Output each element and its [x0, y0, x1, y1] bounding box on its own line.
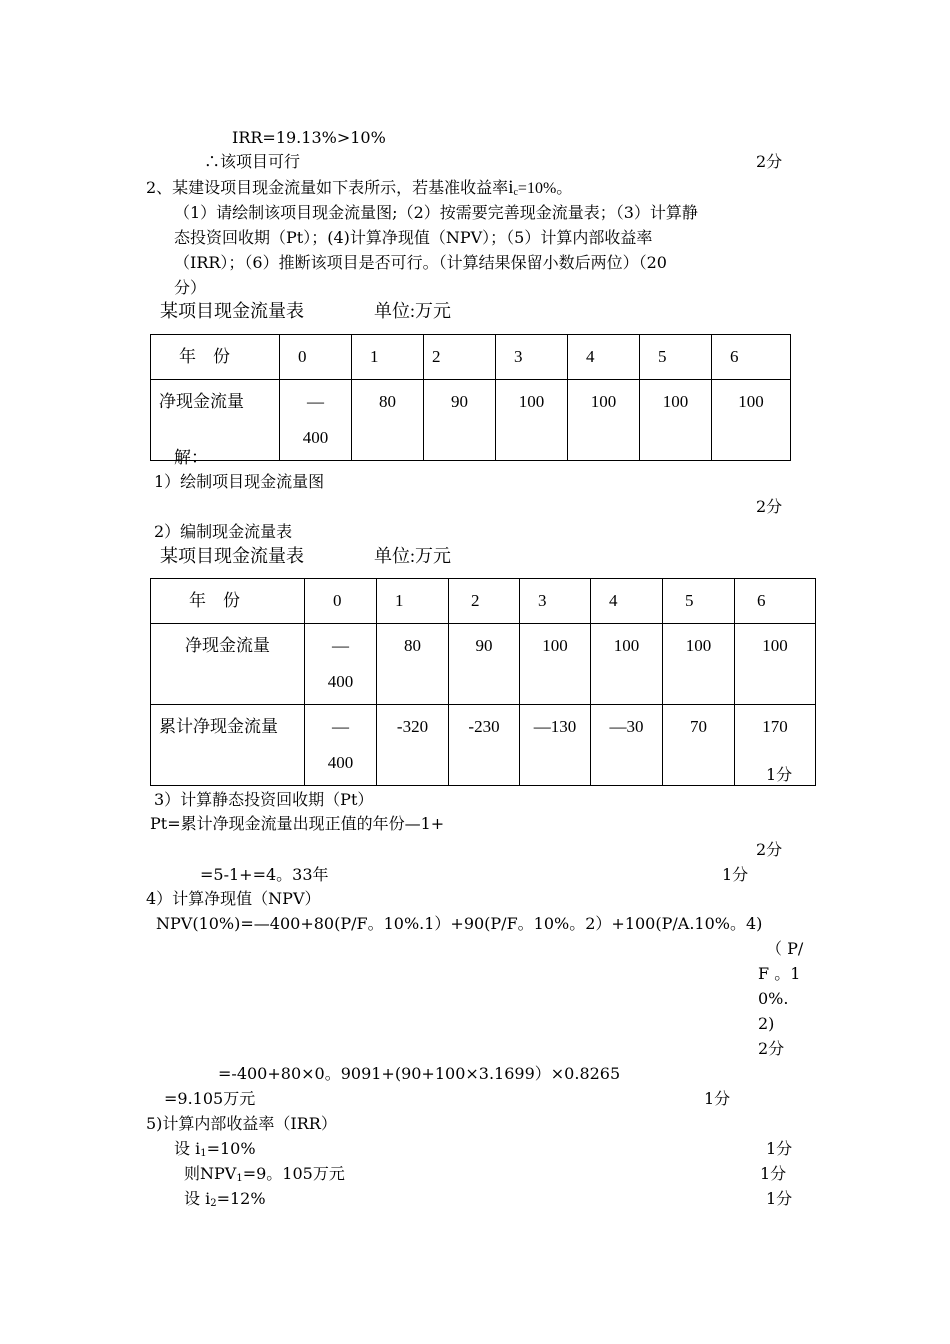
table-cell: 170: [735, 705, 816, 786]
npv-formula: NPV(10%)=—400+80(P/F。10%.1）+90(P/F。10%。2）+100(P/A.10%。4): [156, 914, 763, 933]
step-5: 5)计算内部收益率（IRR）: [146, 1114, 337, 1133]
score: 1分: [722, 865, 749, 884]
table-header-row: [151, 335, 791, 380]
table-cell: 5: [663, 579, 735, 624]
table-cell: —130: [520, 705, 591, 786]
table-cell: 年 份: [151, 579, 305, 624]
table1-unit: 单位:万元: [374, 301, 452, 321]
table-cell: 6: [712, 335, 791, 380]
feasible-conclusion: ∴该项目可行: [204, 152, 301, 171]
pt-value: =5-1+=4。33年: [200, 865, 329, 884]
score: 1分: [760, 1164, 787, 1183]
score: 1分: [766, 1189, 793, 1208]
table-cell: 2: [424, 335, 496, 380]
pt-formula: Pt=累计净现金流量出现正值的年份—1+: [150, 814, 445, 833]
question-2-requirement: （1）请绘制该项目现金流量图;（2）按需要完善现金流量表；（3）计算静: [174, 203, 698, 222]
solution-label: 解：: [174, 448, 208, 467]
table-cell: —30: [591, 705, 663, 786]
score: 2分: [756, 497, 783, 516]
step-2: 2）编制现金流量表: [154, 522, 293, 541]
table-cell: 3: [520, 579, 591, 624]
table-cell: 100: [520, 624, 591, 705]
table-cell: — 400: [305, 705, 377, 786]
table-cell: 2: [449, 579, 520, 624]
score: 1分: [766, 1139, 793, 1158]
table-row: [151, 380, 791, 461]
table-cell: — 400: [280, 380, 352, 461]
table-cell: — 400: [305, 624, 377, 705]
table-cell: 3: [496, 335, 568, 380]
score: 1分: [766, 765, 793, 784]
question-2-requirement: 态投资回收期（Pt）；(4)计算净现值（NPV）；（5）计算内部收益率: [174, 228, 653, 247]
table2-unit: 单位:万元: [374, 546, 452, 566]
table-cell: 80: [377, 624, 449, 705]
table-cell: 90: [424, 380, 496, 461]
table-cell: -320: [377, 705, 449, 786]
table-cell: 0: [280, 335, 352, 380]
score: 2分: [758, 1039, 785, 1058]
table-cell: 5: [640, 335, 712, 380]
i1-assumption: 设 $i_1=10\%$: [174, 1139, 256, 1159]
table-cell: 0: [305, 579, 377, 624]
score: 2分: [756, 152, 783, 171]
question-2-requirement: 分）: [174, 278, 207, 297]
i2-assumption: 设 $i_2=12\%$: [184, 1189, 266, 1209]
table-cell: 6: [735, 579, 816, 624]
table-cell: 4: [591, 579, 663, 624]
table-cell: 年 份: [151, 335, 280, 380]
score: 2分: [756, 840, 783, 859]
npv-formula-wrap: 2): [758, 1014, 775, 1033]
step-4: 4）计算净现值（NPV）: [146, 889, 321, 908]
table2-caption: 某项目现金流量表: [160, 546, 304, 566]
table-cell: 70: [663, 705, 735, 786]
table-cell: 100: [568, 380, 640, 461]
table-header-row: [151, 579, 816, 624]
npv1-result: 则$NPV_1=9$。105万元: [184, 1164, 345, 1184]
table-cell: 100: [591, 624, 663, 705]
table-cell: 100: [663, 624, 735, 705]
step-1: 1）绘制项目现金流量图: [154, 472, 325, 491]
table-cell: -230: [449, 705, 520, 786]
table-cell: 100: [496, 380, 568, 461]
table1-caption: 某项目现金流量表: [160, 301, 304, 321]
npv-formula-wrap: （ P/: [766, 939, 804, 958]
table-cell: 净现金流量: [151, 380, 280, 461]
cash-flow-table-1: [150, 334, 791, 461]
table-cell: 100: [640, 380, 712, 461]
npv-value: =9.105万元: [164, 1089, 256, 1108]
table-cell: 1: [352, 335, 424, 380]
table-cell: 4: [568, 335, 640, 380]
table-cell: 净现金流量: [151, 624, 305, 705]
cash-flow-table-2: [150, 578, 816, 786]
table-cell: 100: [735, 624, 816, 705]
table-cell: 90: [449, 624, 520, 705]
score: 1分: [704, 1089, 731, 1108]
question-2-title: 2、某建设项目现金流量如下表所示，若基准收益率$i_c=10\%$。: [146, 177, 573, 198]
table-row: [151, 705, 816, 786]
question-2-requirement: （IRR）；（6）推断该项目是否可行。（计算结果保留小数后两位）（20: [174, 253, 667, 272]
table-row: [151, 624, 816, 705]
irr-result: IRR=19.13%>10%: [232, 128, 386, 147]
table-cell: 80: [352, 380, 424, 461]
table-cell: 1: [377, 579, 449, 624]
table-cell: 累计净现金流量: [151, 705, 305, 786]
npv-calculation: =-400+80×0。9091+(90+100×3.1699）×0.8265: [218, 1064, 621, 1083]
table-cell: 100: [712, 380, 791, 461]
npv-formula-wrap: F 。1: [758, 964, 801, 983]
step-3: 3）计算静态投资回收期（Pt）: [154, 790, 374, 809]
npv-formula-wrap: 0%.: [758, 989, 789, 1008]
